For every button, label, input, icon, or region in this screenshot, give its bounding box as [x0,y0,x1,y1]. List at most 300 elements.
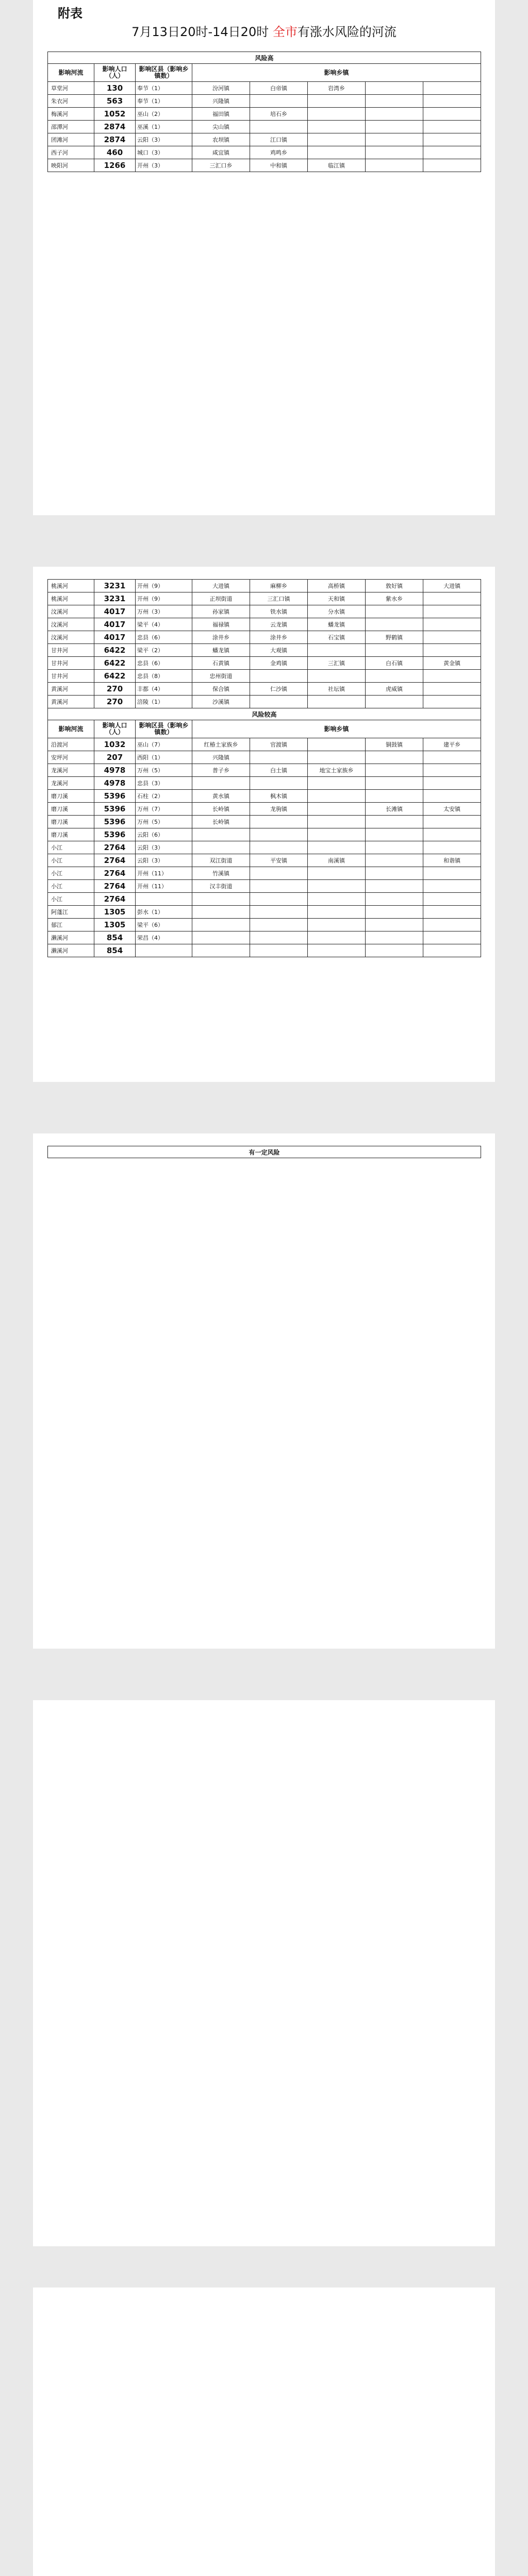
river-cell: 安坪河 [48,751,94,764]
town-cell: 蟠龙镇 [308,618,366,631]
town-cell: 农坝镇 [192,133,250,146]
town-cell [192,919,250,931]
river-cell: 濑溪河 [48,944,94,957]
district-cell: 万州（5） [136,816,192,828]
town-cell [366,764,423,777]
town-cell [250,867,308,880]
river-cell: 小江 [48,893,94,906]
town-cell: 白土镇 [250,764,308,777]
town-cell: 忠州街道 [192,670,250,683]
district-cell: 开州（3） [136,159,192,172]
population-cell: 3231 [94,580,136,592]
attachment-label: 附表 [58,6,82,21]
table-row [48,108,481,121]
district-cell [136,944,192,957]
river-cell: 小江 [48,867,94,880]
river-cell: 汶溪河 [48,631,94,644]
town-cell [423,82,481,95]
town-cell: 大观镇 [250,644,308,657]
town-cell [366,108,423,121]
table-row [48,631,481,644]
header-towns: 影响乡镇 [192,64,481,82]
river-cell: 映阳河 [48,159,94,172]
town-cell: 竹溪镇 [192,867,250,880]
header-river-2: 影响河流 [48,720,94,738]
district-cell: 云阳（3） [136,841,192,854]
page-3 [33,1133,495,1649]
table-row [48,777,481,790]
district-cell: 奉节（1） [136,82,192,95]
town-cell [423,880,481,893]
town-cell [308,644,366,657]
town-cell [250,777,308,790]
town-cell: 野鹤镇 [366,631,423,644]
town-cell: 福禄镇 [192,618,250,631]
population-cell: 5396 [94,790,136,803]
population-cell: 6422 [94,670,136,683]
town-cell [250,670,308,683]
town-cell [308,738,366,751]
town-cell [308,828,366,841]
river-cell: 西子河 [48,146,94,159]
district-cell: 梁平（2） [136,644,192,657]
town-cell [192,906,250,919]
population-cell: 2874 [94,121,136,133]
river-cell: 邵潭河 [48,121,94,133]
district-cell: 忠县（6） [136,631,192,644]
river-cell: 桃溪河 [48,592,94,605]
town-cell: 平安镇 [250,854,308,867]
town-cell: 涂井乡 [192,631,250,644]
town-cell: 分水镇 [308,605,366,618]
town-cell [250,816,308,828]
town-cell [423,95,481,108]
population-cell: 4017 [94,618,136,631]
population-cell: 460 [94,146,136,159]
town-cell [366,854,423,867]
town-cell [423,828,481,841]
town-cell [366,906,423,919]
table-row [48,696,481,708]
population-cell: 5396 [94,803,136,816]
town-cell: 石黄镇 [192,657,250,670]
high-risk-rows [48,82,481,172]
town-cell [308,108,366,121]
river-cell: 龙溪河 [48,764,94,777]
population-cell: 1266 [94,159,136,172]
high-risk-rows-cont [48,580,481,708]
town-cell [250,893,308,906]
town-cell: 正坝街道 [192,592,250,605]
population-cell: 4017 [94,605,136,618]
district-cell: 开州（11） [136,867,192,880]
town-cell [192,893,250,906]
town-cell: 和谐镇 [423,854,481,867]
river-cell: 阿蓬江 [48,906,94,919]
town-cell: 福田镇 [192,108,250,121]
town-cell [423,146,481,159]
page-5 [33,2287,495,2576]
population-cell: 1305 [94,919,136,931]
table-row [48,146,481,159]
river-cell: 甘井河 [48,670,94,683]
river-cell: 小江 [48,854,94,867]
river-cell: 草堂河 [48,82,94,95]
town-cell [366,670,423,683]
town-cell: 三汇镇 [308,657,366,670]
district-cell: 万州（7） [136,803,192,816]
town-cell [423,751,481,764]
title-highlight: 全市 [272,25,298,39]
town-cell [423,618,481,631]
town-cell [366,893,423,906]
town-cell [366,944,423,957]
town-cell [308,931,366,944]
town-cell [192,828,250,841]
district-cell: 巫山（2） [136,108,192,121]
town-cell: 石宝镇 [308,631,366,644]
district-cell: 巫溪（1） [136,121,192,133]
town-cell: 天和镇 [308,592,366,605]
town-cell: 仁沙镇 [250,683,308,696]
town-cell [308,146,366,159]
town-cell: 兴隆镇 [192,751,250,764]
district-cell: 云阳（3） [136,133,192,146]
town-cell: 白石镇 [366,657,423,670]
population-cell: 2764 [94,880,136,893]
town-cell: 咸宜镇 [192,146,250,159]
population-cell: 4978 [94,764,136,777]
river-cell: 濑溪河 [48,931,94,944]
town-cell: 黄水镇 [192,790,250,803]
river-cell: 汶溪河 [48,618,94,631]
town-cell [192,777,250,790]
population-cell: 6422 [94,657,136,670]
town-cell: 麻柳乡 [250,580,308,592]
page-1 [33,0,495,515]
town-cell [308,121,366,133]
town-cell [423,605,481,618]
header-pop-2: 影响人口（人） [94,720,136,738]
town-cell [366,828,423,841]
town-cell [308,944,366,957]
title-prefix: 7月13日20时-14日20时 [131,25,273,39]
population-cell: 6422 [94,644,136,657]
table-row [48,605,481,618]
town-cell: 长岭镇 [192,816,250,828]
header-district-2: 影响区县（影响乡镇数） [136,720,192,738]
town-cell [423,919,481,931]
population-cell: 270 [94,683,136,696]
population-cell: 5396 [94,816,136,828]
table-row [48,906,481,919]
district-cell: 彭水（1） [136,906,192,919]
town-cell [308,696,366,708]
header-pop: 影响人口（人） [94,64,136,82]
river-cell: 磨刀溪 [48,816,94,828]
town-cell [308,867,366,880]
table-row [48,790,481,803]
district-cell: 万州（3） [136,605,192,618]
district-cell: 忠县（3） [136,777,192,790]
town-cell [366,790,423,803]
district-cell: 涪陵（1） [136,696,192,708]
table-row [48,841,481,854]
river-cell: 团滩河 [48,133,94,146]
town-cell: 铜鼓镇 [366,738,423,751]
table-row [48,828,481,841]
risk-table-1 [47,52,481,172]
town-cell [366,618,423,631]
town-cell: 涂井乡 [250,631,308,644]
population-cell: 270 [94,696,136,708]
river-cell: 小江 [48,841,94,854]
town-cell: 保合镇 [192,683,250,696]
district-cell: 云阳（6） [136,828,192,841]
river-cell: 甘井河 [48,657,94,670]
table-row [48,657,481,670]
table-row [48,803,481,816]
town-cell: 太安镇 [423,803,481,816]
table-row [48,95,481,108]
town-cell [308,133,366,146]
town-cell [366,133,423,146]
town-cell [423,841,481,854]
town-cell [366,919,423,931]
town-cell [423,816,481,828]
town-cell: 地宝土家族乡 [308,764,366,777]
population-cell: 207 [94,751,136,764]
town-cell: 龙驹镇 [250,803,308,816]
risk-table-2 [47,579,481,957]
town-cell [423,790,481,803]
section-high: 风险高 [48,52,481,64]
town-cell [366,816,423,828]
town-cell [250,906,308,919]
district-cell: 丰都（4） [136,683,192,696]
table-row [48,919,481,931]
district-cell: 石柱（2） [136,790,192,803]
river-cell: 磨刀溪 [48,828,94,841]
town-cell: 江口镇 [250,133,308,146]
town-cell: 社坛镇 [308,683,366,696]
river-cell: 磨刀溪 [48,803,94,816]
town-cell [423,121,481,133]
section-some: 有一定风险 [48,1146,481,1158]
town-cell [308,816,366,828]
page-4 [33,1700,495,2246]
population-cell: 2764 [94,893,136,906]
town-cell [366,867,423,880]
header-river: 影响河流 [48,64,94,82]
population-cell: 130 [94,82,136,95]
population-cell: 1052 [94,108,136,121]
town-cell: 云龙镇 [250,618,308,631]
town-cell: 白帝镇 [250,82,308,95]
population-cell: 1032 [94,738,136,751]
town-cell: 培石乡 [250,108,308,121]
town-cell: 紫水乡 [366,592,423,605]
town-cell: 鸡鸣乡 [250,146,308,159]
town-cell [250,944,308,957]
town-cell [250,751,308,764]
district-cell: 梁平（4） [136,618,192,631]
town-cell [192,931,250,944]
population-cell: 5396 [94,828,136,841]
district-cell: 万州（5） [136,764,192,777]
table-row [48,764,481,777]
town-cell: 黄金镇 [423,657,481,670]
town-cell [366,751,423,764]
town-cell [366,605,423,618]
town-cell [423,631,481,644]
district-cell: 开州（9） [136,592,192,605]
town-cell [308,777,366,790]
river-cell: 汶溪河 [48,605,94,618]
town-cell [250,919,308,931]
district-cell [136,893,192,906]
population-cell: 2764 [94,854,136,867]
town-cell [423,644,481,657]
town-cell [423,944,481,957]
table-row [48,121,481,133]
town-cell [308,919,366,931]
town-cell [366,159,423,172]
town-cell [366,880,423,893]
town-cell [423,592,481,605]
town-cell [423,670,481,683]
town-cell [366,121,423,133]
district-cell: 开州（9） [136,580,192,592]
town-cell [366,146,423,159]
population-cell: 4978 [94,777,136,790]
town-cell [423,867,481,880]
table-row [48,854,481,867]
town-cell [308,880,366,893]
higher-risk-rows [48,738,481,957]
town-cell [250,931,308,944]
town-cell: 敦好镇 [366,580,423,592]
town-cell: 尖山镇 [192,121,250,133]
town-cell [366,931,423,944]
table-row [48,751,481,764]
table-row [48,931,481,944]
town-cell: 蟠龙镇 [192,644,250,657]
district-cell: 巫山（7） [136,738,192,751]
town-cell: 红椿土家族乡 [192,738,250,751]
town-cell [308,841,366,854]
town-cell [423,906,481,919]
risk-table-3 [47,1146,481,1158]
river-cell: 沿渡河 [48,738,94,751]
table-row [48,683,481,696]
town-cell: 高桥镇 [308,580,366,592]
river-cell: 郁江 [48,919,94,931]
town-cell: 建平乡 [423,738,481,751]
river-cell: 甘井河 [48,644,94,657]
town-cell: 普子乡 [192,764,250,777]
district-cell: 云阳（3） [136,854,192,867]
table-row [48,618,481,631]
river-cell: 朱衣河 [48,95,94,108]
population-cell: 2764 [94,867,136,880]
population-cell: 4017 [94,631,136,644]
population-cell: 3231 [94,592,136,605]
table-row [48,816,481,828]
population-cell: 854 [94,944,136,957]
table-row [48,592,481,605]
district-cell: 西阳（1） [136,751,192,764]
town-cell [308,790,366,803]
town-cell [250,841,308,854]
header-district: 影响区县（影响乡镇数） [136,64,192,82]
town-cell: 金鸡镇 [250,657,308,670]
population-cell: 1305 [94,906,136,919]
town-cell: 铁水镇 [250,605,308,618]
town-cell: 长滩镇 [366,803,423,816]
town-cell [423,696,481,708]
table-row [48,738,481,751]
town-cell: 沙溪镇 [192,696,250,708]
town-cell: 长岭镇 [192,803,250,816]
river-cell: 黄溪河 [48,696,94,708]
town-cell: 大进镇 [423,580,481,592]
town-cell [366,644,423,657]
district-cell: 忠县（6） [136,657,192,670]
town-cell: 汉丰街道 [192,880,250,893]
population-cell: 2764 [94,841,136,854]
table-row [48,159,481,172]
town-cell [366,696,423,708]
table-row [48,867,481,880]
town-cell [423,683,481,696]
town-cell [250,828,308,841]
section-higher: 风险较高 [48,708,481,720]
town-cell [366,82,423,95]
town-cell: 虎威镇 [366,683,423,696]
table-row [48,880,481,893]
town-cell [366,777,423,790]
title-suffix: 有涨水风险的河流 [297,25,397,39]
document-title [33,22,495,40]
town-cell [308,893,366,906]
table-row [48,944,481,957]
town-cell: 汾河镇 [192,82,250,95]
table-row [48,580,481,592]
table-row [48,644,481,657]
district-cell: 城口（3） [136,146,192,159]
table-row [48,893,481,906]
town-cell [423,764,481,777]
population-cell: 854 [94,931,136,944]
town-cell [423,133,481,146]
town-cell [250,121,308,133]
town-cell: 官渡镇 [250,738,308,751]
town-cell: 南溪镇 [308,854,366,867]
district-cell: 荣昌（4） [136,931,192,944]
town-cell: 枫木镇 [250,790,308,803]
town-cell [423,893,481,906]
town-cell [423,931,481,944]
town-cell [308,670,366,683]
page-2 [33,567,495,1082]
town-cell [250,696,308,708]
district-cell: 开州（11） [136,880,192,893]
town-cell: 岩湾乡 [308,82,366,95]
town-cell [423,159,481,172]
town-cell: 双江街道 [192,854,250,867]
table-row [48,133,481,146]
